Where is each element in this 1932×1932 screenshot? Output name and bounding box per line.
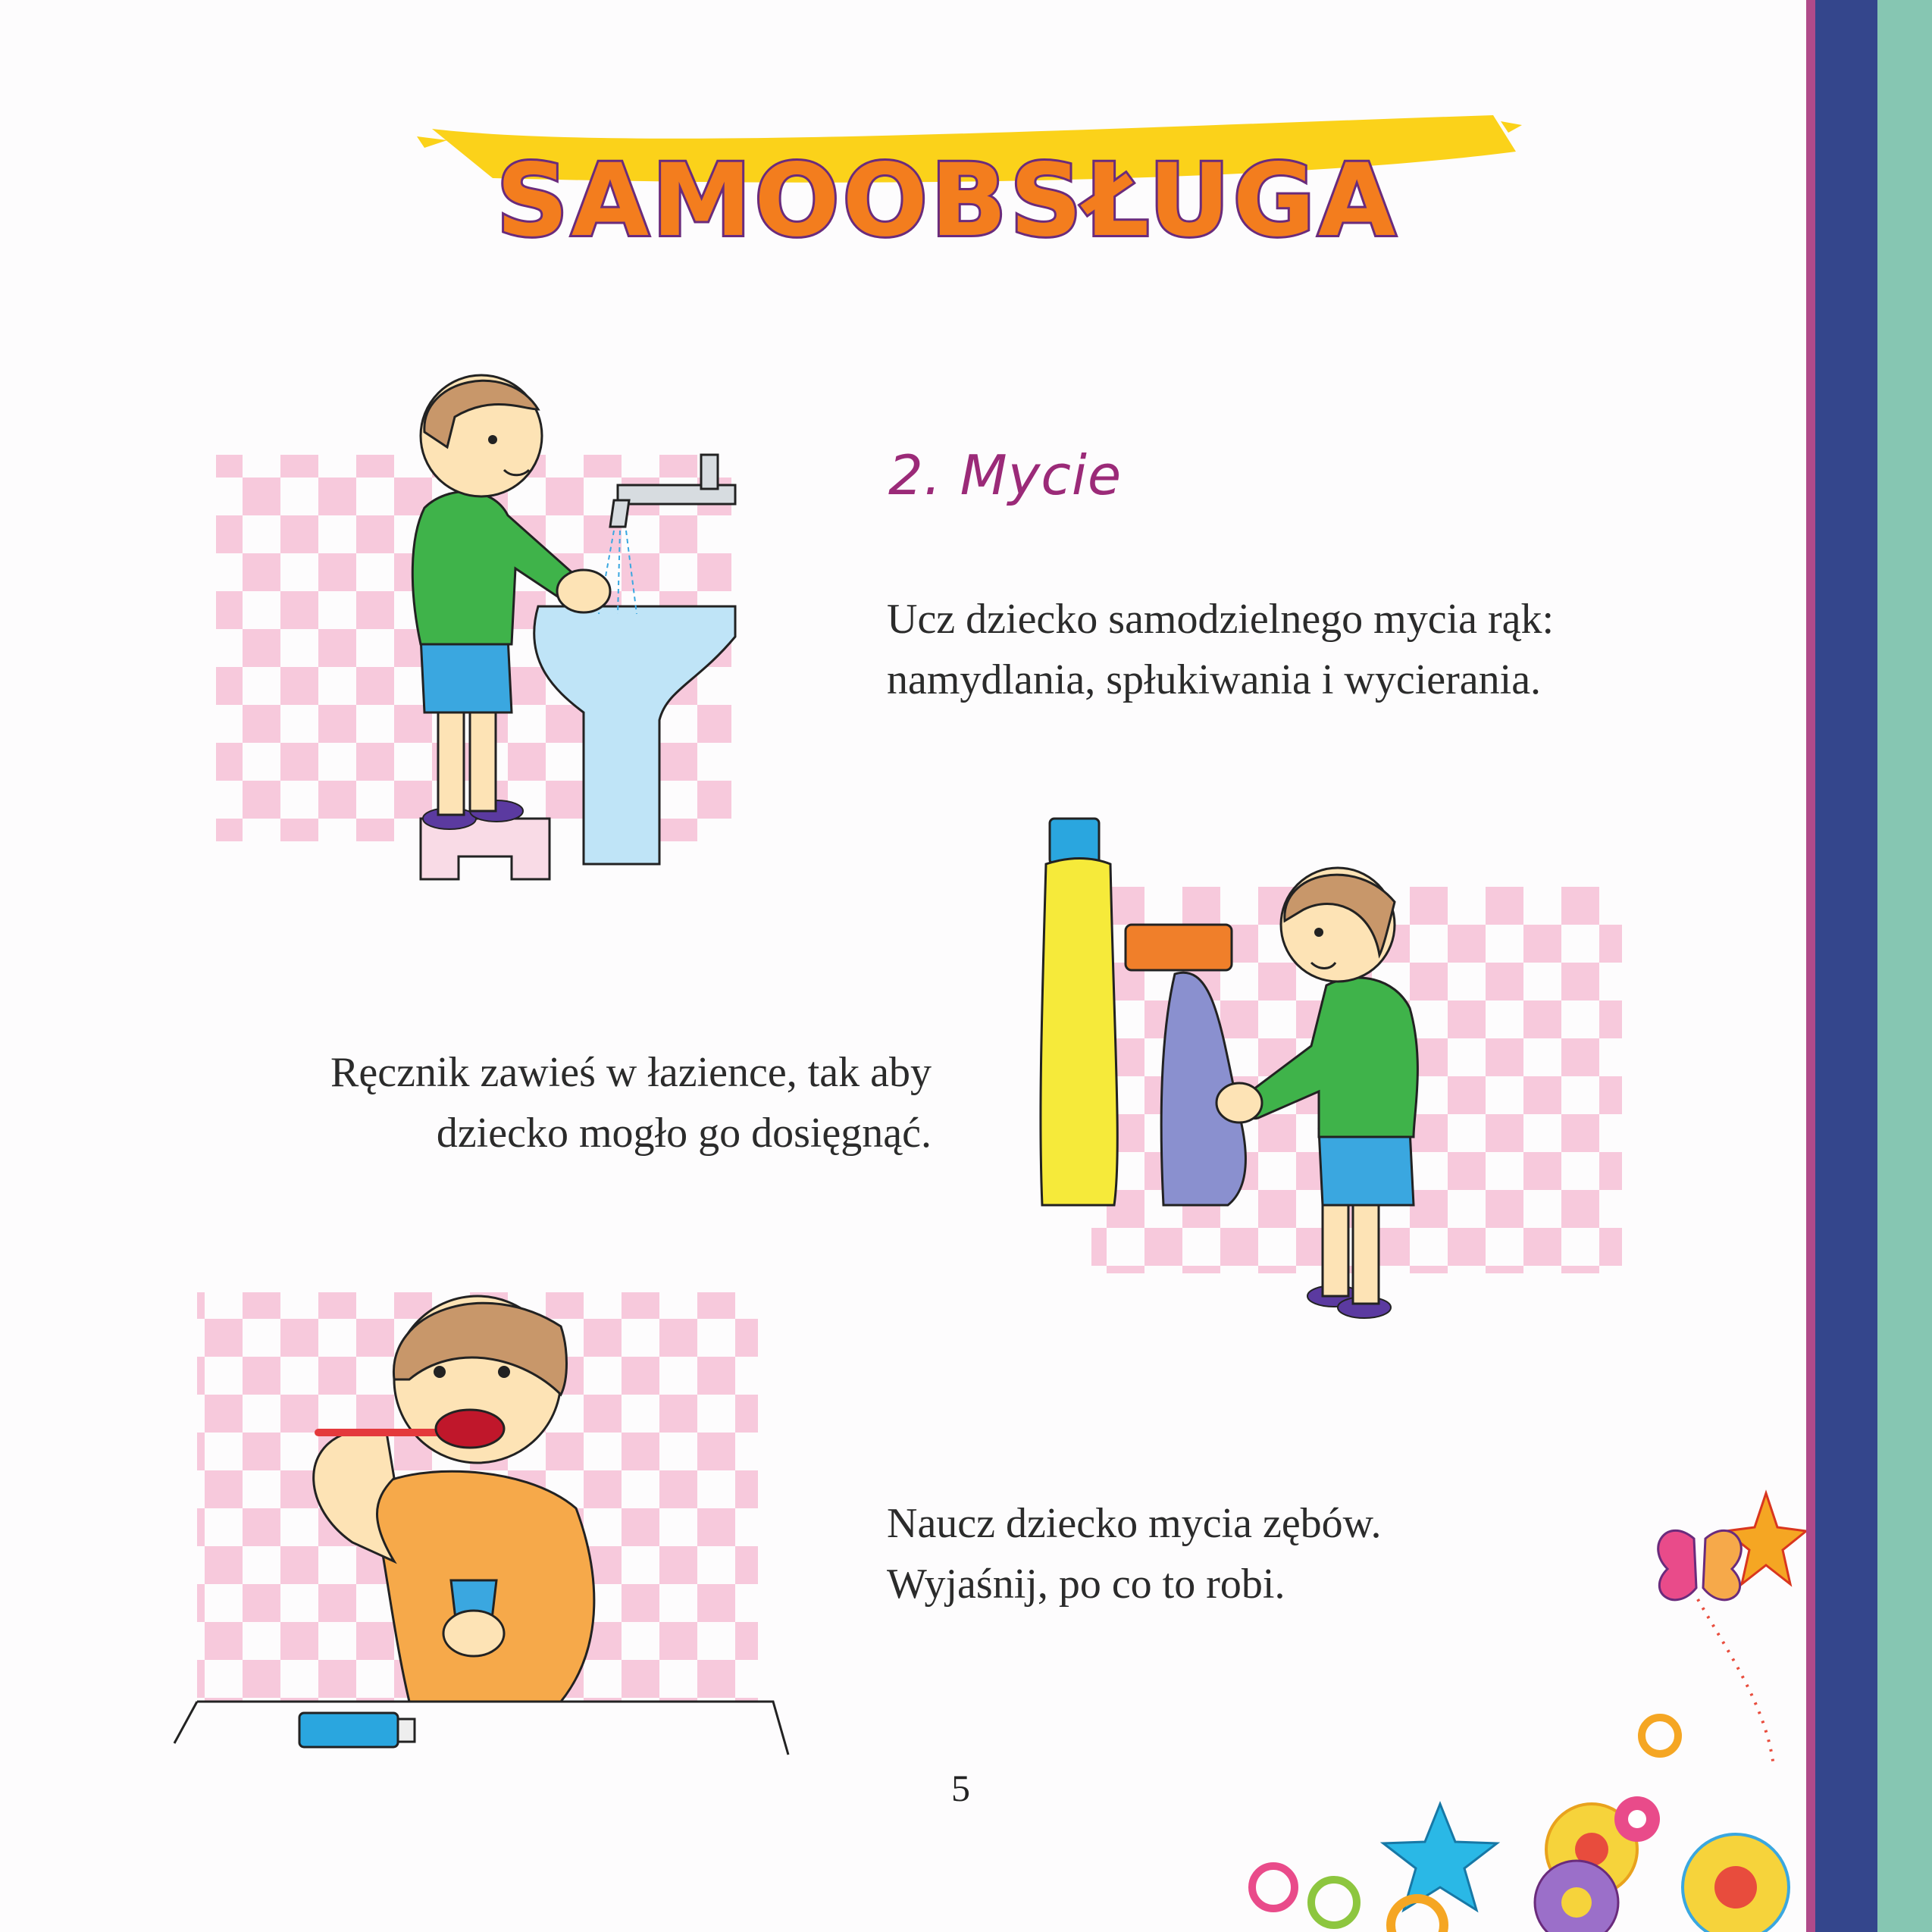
page-edge-navy-stripe — [1815, 0, 1877, 1932]
paragraph-towel — [330, 1042, 932, 1163]
paragraph-line: Ucz dziecko samodzielnego mycia rąk: — [887, 596, 1555, 643]
star-icon — [1383, 1804, 1497, 1910]
page-title: SAMOOBSŁUGA — [496, 142, 1399, 259]
shorts — [1319, 1129, 1414, 1205]
ring-icon — [1642, 1718, 1678, 1754]
paragraph-line: Naucz dziecko mycia zębów. — [887, 1500, 1382, 1547]
hook-orange — [1126, 925, 1232, 970]
page-number: 5 — [951, 1767, 970, 1809]
butterfly-icon — [1658, 1530, 1696, 1599]
shorts — [421, 637, 512, 712]
ring-icon — [1311, 1880, 1357, 1925]
illustration-washing-hands — [205, 364, 750, 887]
paragraph-line: Ręcznik zawieś w łazience, tak aby — [330, 1049, 932, 1096]
toothpaste-tube — [299, 1713, 398, 1747]
illustration-brushing-teeth — [167, 1281, 796, 1766]
ring-icon — [1252, 1866, 1295, 1909]
section-heading: 2. Mycie — [888, 443, 1123, 507]
page-edge-teal-stripe — [1877, 0, 1932, 1932]
ring-icon — [1391, 1899, 1444, 1932]
title-banner — [402, 106, 1523, 280]
paragraph-line: namydlania, spłukiwania i wycierania. — [887, 656, 1542, 703]
decorative-flowers-corner — [1046, 1478, 1806, 1932]
towel-yellow — [1041, 859, 1117, 1206]
page-edge-pink-stripe — [1806, 0, 1815, 1932]
paragraph-line: Wyjaśnij, po co to robi. — [887, 1561, 1285, 1608]
counter-edge — [174, 1702, 788, 1755]
paragraph-handwashing — [887, 589, 1554, 710]
paragraph-line: dziecko mogło go dosięgnąć. — [436, 1110, 932, 1157]
illustration-drying-hands — [1031, 811, 1630, 1334]
